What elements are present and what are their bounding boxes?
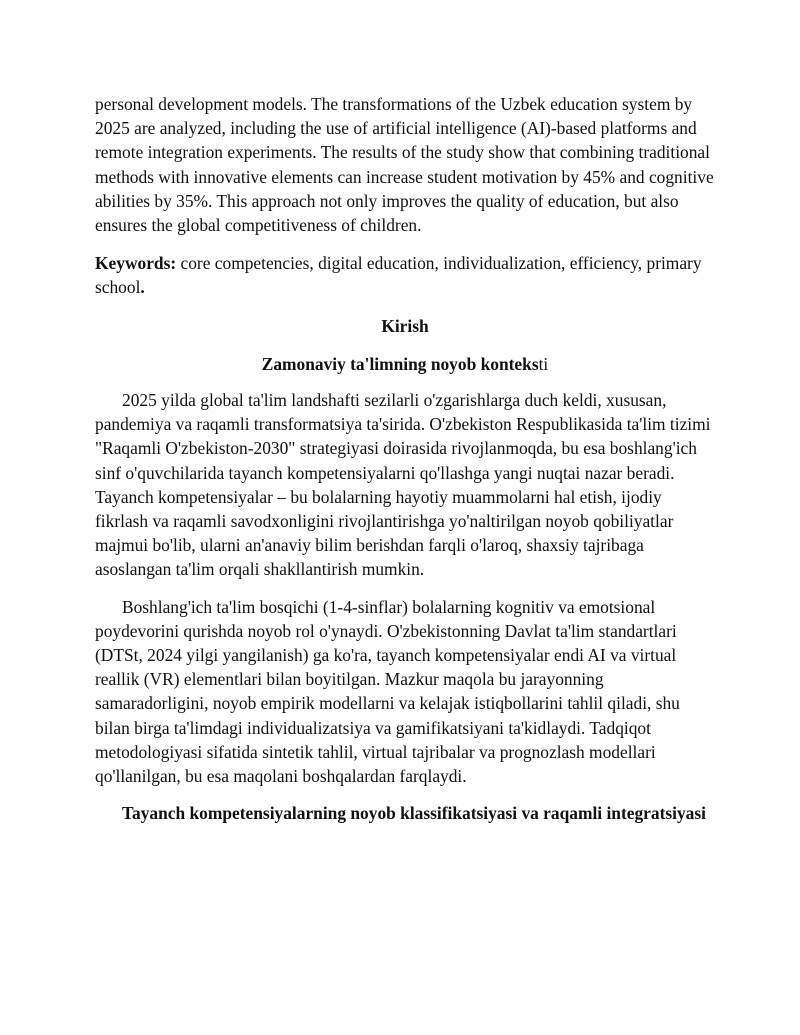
intro-paragraph-2: Boshlang'ich ta'lim bosqichi (1-4-sinflar) bolalarning kognitiv va emotsional poydevorini qurishda noyob rol o'ynaydi. O'zbekistonning Davlat ta'lim standartlari (DTSt, 2024 yilgi yangilanish) ga ko'ra, tayanch kompetensiyalar endi AI va virtual reallik (VR) elementlari bilan boyitilgan. Mazkur maqola bu jarayonning samaradorligini, noyob empirik modellarni va kelajak istiqbollarini tahlil qiladi, shu bilan birga ta'limdagi individualizatsiya va gamifikatsiyani ta'kidlaydi. Tadqiqot metodologiyasi sifatida sintetik tahlil, virtual tajribalar va prognozlash modellari qo'llanilgan, bu esa maqolani boshqalardan farqlaydi. [95, 596, 680, 787]
subheading-tail: ti [538, 353, 549, 374]
document-page [95, 92, 715, 825]
introduction-subheading [95, 352, 715, 376]
abstract-tail-paragraph: personal development models. The transformations of the Uzbek education system by 2025 are analyzed, including the use of artificial intelligence (AI)-based platforms and remote integration experiments. The results of the study show that combining traditional methods with innovative elements can increase student motivation by 45% and cognitive abilities by 35%. This approach not only improves the quality of education, but also ensures the global competitiveness of children. [95, 94, 714, 236]
keywords-end: . [140, 277, 145, 298]
subheading-main: Zamonaviy ta'limning noyob konteks [261, 353, 539, 374]
section-heading: Tayanch kompetensiyalarning noyob klassifikatsiyasi va raqamli integratsiyasi [122, 803, 706, 824]
keywords-text: core competencies, digital education, individualization, efficiency, primary school [95, 253, 702, 298]
keywords-label: Keywords: [95, 253, 177, 274]
keywords-paragraph [95, 251, 715, 299]
intro-paragraph-1: 2025 yilda global ta'lim landshafti sezilarli o'zgarishlarga duch keldi, xususan, pandemiya va raqamli transformatsiya ta'sirida. O'zbekiston Respublikasida ta'lim tizimi "Raqamli O'zbekiston-2030" strategiyasi doirasida rivojlanmoqda, bu esa boshlang'ich sinf o'quvchilarida tayanch kompetensiyalarni qo'llashga yangi nuqtai nazar beradi. Tayanch kompetensiyalar – bu bolalarning hayotiy muammolarni hal etish, ijodiy fikrlash va raqamli savodxonligini rivojlantirishga yo'naltirilgan noyob qobiliyatlar majmui bo'lib, ularni an'anaviy bilim berishdan farqli o'laroq, shaxsiy tajribaga asoslangan ta'lim orqali shakllantirish mumkin. [95, 390, 711, 580]
introduction-heading: Kirish [381, 315, 429, 336]
